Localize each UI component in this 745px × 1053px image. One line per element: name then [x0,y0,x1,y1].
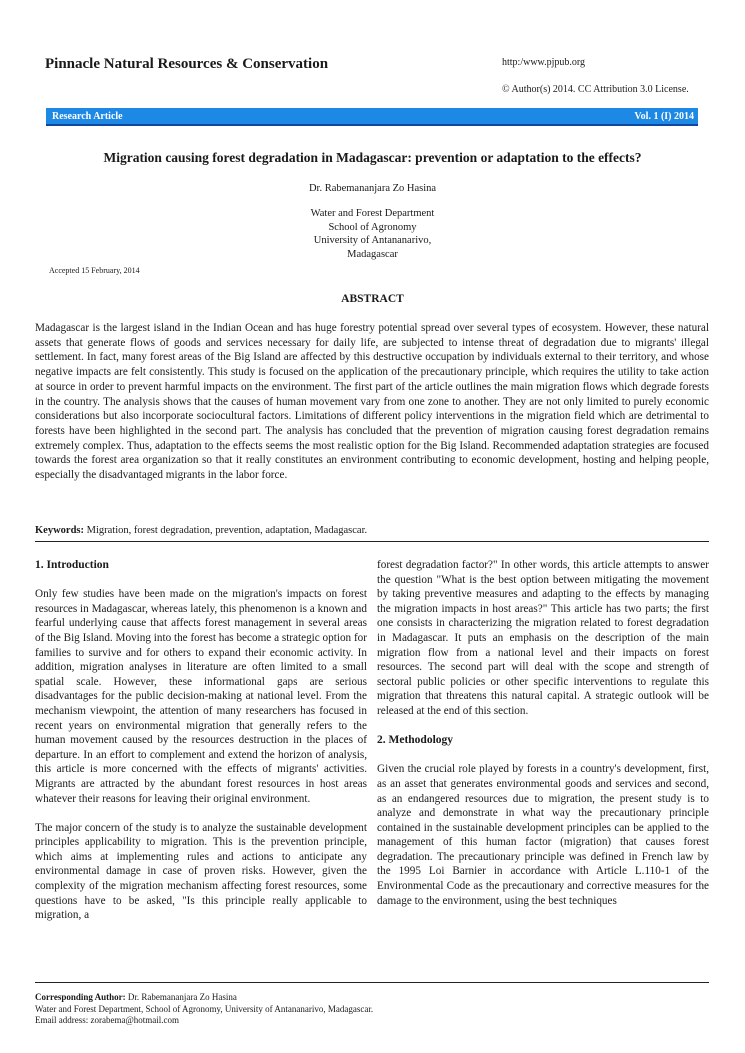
paragraph: Only few studies have been made on the migration's impacts on forest resources in Madagascar, whereas lately, this phenomenon is a known and fearful underlying cause that affects forest management in several areas of the Big Island. Moving into the forest has become a strategic option for families to survive and for others to expand their economic activity. In addition, migration analyses in literature are often limited to a small spatial scale. However, these informational gaps are serious disadvantages for the public decision-making at national level. From the mechanism viewpoint, the attention of many researchers has focused in recent years on environmental migration that generally refers to the human movement caused by the resources destruction in the places of departure. In an effort to complement and extend the horizon of analysis, this article is more concerned with the effects of migrants' activities. Migrants are attracted by the abundant forest resources in host areas whatever their reasons for leaving their original environment. [35,588,367,805]
paragraph: Given the crucial role played by forests in a country's development, first, as an asset that generates environmental goods and services and second, as an endangered resources due to migration, the present study is to analyze and demonstrate in what way the precautionary principle contained in the sustainable development principles can be applied to the management of this human factor (migration) that causes forest degradation. The precautionary principle was defined in French law by the 1995 Loi Barnier in accordance with Article L.110-1 of the Environmental Code as the precautionary and corrective measures for the damage to the environment, using the best techniques [377,763,709,907]
author-name: Dr. Rabemananjara Zo Hasina [308,183,437,194]
keywords-label: Keywords: [35,525,84,536]
footer-divider [35,982,709,983]
abstract-heading: ABSTRACT [341,293,404,305]
header-divider [46,124,698,126]
affiliation-line: Water and Forest Department [310,208,435,219]
affiliation-line: School of Agronomy [328,221,417,233]
affiliation [200,207,545,261]
volume-label: Vol. 1 (I) 2014 [634,110,694,122]
keywords [35,525,367,536]
paper-title: Migration causing forest degradation in Madagascar: prevention or adaptation to the effects? [103,150,642,165]
right-column [377,558,709,923]
abstract-text: Madagascar is the largest island in the Indian Ocean and has huge forestry potential spread over several types of ecosystem. However, these natural assets that generate flows of goods and services necessary for daily life, are subjected to intense threat of degradation due to migrants' illegal settlement. In fact, many forest areas of the Big Island are affected by this destructive occupation by individuals external to their territory, and whose negative impacts are felt consistently. This study is focused on the application of the precautionary principle, which requires the utility to take action at source in order to prevent harmful impacts on the environment. The first part of the article outlines the main migration flows which degrade forests in the country. The analysis shows that the causes of human movement vary from one zone to another. They are not only limited to purely economic considerations but also incorporate sociocultural factors. Limitations of different policy interventions in the migration field which are detrimental to forests have been highlighted in the second part. The analysis has concluded that the prevention of migration causing forest degradation remains extremely complex. Thus, adaptation to the effects seems the most realistic option for the Big Island. Recommended adaptation strategies are focused towards the forest area organization so that it really constitutes an environment contributing to economic development, hosting and helping people, especially the disadvantaged migrants in the labor force. [35,322,709,482]
article-type-bar [46,108,698,124]
license-note: © Author(s) 2014. CC Attribution 3.0 License. [502,84,689,95]
keywords-text: Migration, forest degradation, prevention, adaptation, Madagascar. [84,525,368,536]
footer-email[interactable]: Email address: zorabema@hotmail.com [35,1015,179,1025]
journal-url[interactable]: http:/www.pjpub.org [502,57,586,68]
affiliation-line: Madagascar [347,248,398,260]
article-type: Research Article [52,110,123,122]
section-heading-introduction: 1. Introduction [35,559,109,571]
left-column [35,558,367,937]
keywords-divider [35,541,709,542]
footer-name: Dr. Rabemananjara Zo Hasina [125,992,237,1002]
paragraph: forest degradation factor?" In other words, this article attempts to answer the question "What is the best option between mitigating the movement by taking preventive measures and adapting to the effects by managing the migration impacts in host areas?" This article has two parts; the first one consists in characterizing the migration related to forest degradation in Madagascar. It puts an emphasis on the description of the main migration flow from a national level and their impacts on forest resources. The second part will deal with the scope and strength of sectoral public policies or other specific interventions to regulate this migration that threatens this natural capital. A strategic outlook will be released at the end of this section. [377,559,709,717]
accepted-date: Accepted 15 February, 2014 [49,266,140,275]
corresponding-author [35,992,373,1027]
journal-name: Pinnacle Natural Resources & Conservation [45,56,329,72]
section-heading-methodology: 2. Methodology [377,734,454,747]
paragraph: The major concern of the study is to analyze the sustainable development principles applicability to migration. This is the prevention principle, which aims at implementing rules and actions to anticipate any environmental damage in case of proven risks. However, given the complexity of the migration mechanism affecting forest resources, some questions have to be asked, "Is this principle really applicable to migration, a [35,821,367,922]
footer-dept: Water and Forest Department, School of Agronomy, University of Antananarivo, Madagascar. [35,1003,374,1014]
footer-label: Corresponding Author: [35,992,126,1002]
affiliation-line: University of Antananarivo, [313,235,432,246]
